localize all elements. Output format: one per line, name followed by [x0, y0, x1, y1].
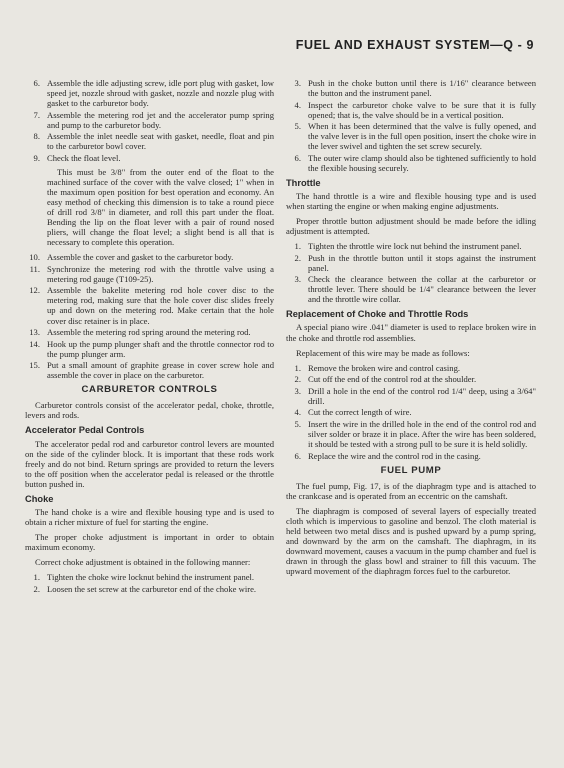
step-text: Remove the broken wire and control casing. [308, 362, 461, 373]
choke-steps [25, 572, 274, 594]
step-text: Inspect the carburetor choke valve to be sure that it is fully opened; that is, the valve should be in a vertical position. [308, 99, 536, 120]
choke-text-1: The hand choke is a wire and flexible housing type and is used to obtain a richer mixture of fuel for starting the engine. [25, 506, 274, 527]
choke-text-3: Correct choke adjustment is obtained in the following manner: [35, 556, 251, 567]
step-text: Push in the throttle button until it stops against the instrument panel. [308, 252, 536, 273]
step-text: Put a small amount of graphite grease in cover screw hole and assemble the cover in place on the carburetor. [47, 360, 274, 381]
step-text: Tighten the throttle wire lock nut behind the instrument panel. [308, 241, 522, 252]
step-number: 10. [29, 252, 40, 263]
throttle-steps [286, 241, 536, 304]
step-number: 3. [294, 385, 301, 396]
list-item [25, 252, 274, 262]
step-number: 12. [29, 285, 40, 296]
left-column [25, 78, 274, 598]
step-text: Check the clearance between the collar at the carburetor or throttle lever. There should be 1/4" clearance between the lever and the throttle wire collar. [308, 274, 536, 305]
right-column [286, 78, 536, 581]
step-text: Assemble the inlet needle seat with gasket, needle, float and pin to the carburetor bowl cover. [47, 131, 274, 152]
list-item [286, 121, 536, 151]
throttle-heading: Throttle [286, 177, 321, 188]
fuel-pump-text-2: The diaphragm is composed of several layers of especially treated cloth which is impervious to gasoline and benzol. The cloth material is held between two metal discs and is pushed upward by a pump spring, and downward by the arm on the camshaft. The diaphragm, in its downward movement, causes a vacuum in the pump chamber and fuel is drawn in through the glass bowl and strainer to fill this vacuum. The upward movement of the diaphragm forces fuel to the carburetor. [286, 505, 536, 576]
step-number: 6. [294, 450, 301, 461]
step-number: 6. [33, 78, 40, 88]
list-item [25, 264, 274, 284]
list-item [286, 374, 536, 384]
step-text: Hook up the pump plunger shaft and the throttle connector rod to the pump plunger arm. [47, 338, 274, 359]
assembly-steps-b [25, 252, 274, 380]
step-number: 15. [29, 360, 40, 371]
throttle-text-1: The hand throttle is a wire and flexible housing type and is used when starting the engine or when making engine adjustments. [286, 190, 536, 212]
step-text: Assemble the bakelite metering rod hole cover disc to the metering rod, making sure that the hole cover disc slides freely up and down on the metering rod. Make certain that the hole cover disc retainer is in place. [47, 285, 274, 326]
fuel-pump-heading: FUEL PUMP [380, 464, 442, 476]
list-item [25, 327, 274, 337]
assembly-steps-a [25, 78, 274, 163]
step-number: 7. [33, 109, 40, 120]
choke-steps-continued [286, 78, 536, 173]
step-text: Tighten the choke wire locknut behind the instrument panel. [47, 572, 255, 583]
step-number: 13. [29, 327, 40, 338]
list-item [25, 339, 274, 359]
step-number: 1. [294, 362, 301, 373]
list-item [286, 451, 536, 461]
step-number: 11. [29, 263, 40, 274]
list-item [286, 100, 536, 120]
step-number: 3. [294, 78, 301, 88]
step-number: 5. [294, 121, 301, 132]
replacement-heading: Replacement of Choke and Throttle Rods [286, 309, 469, 320]
step-number: 3. [294, 274, 301, 285]
choke-text-2: The proper choke adjustment is important in order to obtain maximum economy. [25, 531, 274, 552]
step-number: 1. [294, 241, 301, 252]
step-text: Loosen the set screw at the carburetor end of the choke wire. [47, 583, 257, 594]
step-text: When it has been determined that the valve is fully opened, and the valve lever is in the full open position, insert the choke wire in the lever swivel and tighten the set screw securely. [308, 121, 536, 152]
step-text: Cut off the end of the control rod at the shoulder. [308, 374, 477, 385]
step-text: Assemble the idle adjusting screw, idle port plug with gasket, low speed jet, nozzle shroud with gasket, nozzle and nozzle plug with gasket to the carburetor body. [47, 78, 274, 109]
carburetor-controls-heading: CARBURETOR CONTROLS [81, 384, 218, 396]
step-number: 8. [33, 131, 40, 142]
list-item [286, 153, 536, 173]
step-text: Assemble the cover and gasket to the carburetor body. [47, 252, 234, 263]
fuel-pump-text-1: The fuel pump, Fig. 17, is of the diaphragm type and is attached to the crankcase and is operated from an eccentric on the camshaft. [286, 480, 536, 501]
step-number: 6. [294, 152, 301, 163]
step-text: Drill a hole in the end of the control rod 1/4" deep, using a 3/64" drill. [308, 385, 536, 406]
list-item [25, 572, 274, 582]
list-item [286, 407, 536, 417]
step-number: 14. [29, 338, 40, 349]
list-item [286, 274, 536, 304]
step-number: 4. [294, 99, 301, 110]
step-text: Synchronize the metering rod with the throttle valve using a metering rod gauge (T109-25). [47, 263, 274, 284]
list-item [286, 386, 536, 406]
step-number: 5. [294, 418, 301, 429]
replacement-text-1: A special piano wire .041" diameter is used to replace broken wire in the choke and throttle rod assemblies. [286, 322, 536, 343]
throttle-text-2: Proper throttle button adjustment should be made before the idling adjustment is attempted. [286, 216, 536, 237]
step-number: 9. [33, 152, 40, 163]
step-text: Assemble the metering rod spring around the metering rod. [47, 327, 251, 338]
replacement-text-2: Replacement of this wire may be made as follows: [296, 347, 470, 358]
step-text: Check the float level. [47, 152, 121, 163]
list-item [286, 419, 536, 449]
replacement-steps [286, 363, 536, 461]
list-item [25, 285, 274, 325]
step-number: 2. [294, 374, 301, 385]
list-item [286, 253, 536, 273]
page-header: FUEL AND EXHAUST SYSTEM—Q - 9 [295, 38, 534, 52]
step-text: Insert the wire in the drilled hole in the end of the control rod and silver solder or braze it in place. After the wire has been soldered, it should be tested with a strong pull to be sure it is held solidly. [308, 418, 536, 449]
choke-heading: Choke [25, 493, 54, 504]
step-number: 1. [33, 572, 40, 583]
step-text: The outer wire clamp should also be tightened sufficiently to hold the flexible housing securely. [308, 152, 536, 173]
float-level-detail: This must be 3/8" from the outer end of the float to the machined surface of the cover with the valve closed; 1" when in the maximum open position for best operation and economy. An easy method of checking this dimension is to take a round piece of drill rod 3/8" in diameter, and roll this part under the float. Bending the lip on the float lever with a pair of round nosed pliers, will change the float level; a slight bend is all that is necessary to complete this operation. [47, 166, 274, 248]
step-text: Push in the choke button until there is 1/16" clearance between the button and the instrument panel. [308, 78, 536, 99]
list-item [286, 241, 536, 251]
list-item [25, 153, 274, 163]
step-text: Replace the wire and the control rod in the casing. [308, 450, 481, 461]
list-item [25, 131, 274, 151]
list-item [25, 360, 274, 380]
step-number: 4. [294, 407, 301, 418]
step-number: 2. [33, 583, 40, 594]
accelerator-pedal-text: The accelerator pedal rod and carburetor control levers are mounted on the side of the cylinder block. It is important that these rods work freely and do not bind. Return springs are provided to return the levers to the off position when the accelerator pedal is released or the throttle button pushed in. [25, 438, 274, 489]
list-item [25, 584, 274, 594]
accelerator-pedal-heading: Accelerator Pedal Controls [25, 425, 145, 436]
list-item [286, 78, 536, 98]
step-text: Assemble the metering rod jet and the accelerator pump spring and pump to the carburetor body. [47, 109, 274, 130]
list-item [286, 363, 536, 373]
controls-intro: Carburetor controls consist of the accelerator pedal, choke, throttle, levers and rods. [25, 400, 274, 421]
step-number: 2. [294, 252, 301, 263]
list-item [25, 78, 274, 108]
list-item [25, 110, 274, 130]
step-text: Cut the correct length of wire. [308, 407, 412, 418]
